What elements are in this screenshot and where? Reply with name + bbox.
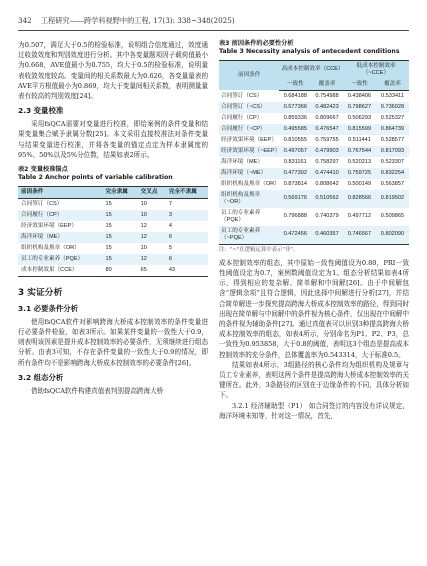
table-cell-value: 0.500149	[347, 180, 372, 187]
table-cell-value: 80	[102, 265, 137, 277]
table-cell-label: 海洋环境（ME）	[18, 232, 102, 243]
table-row	[219, 90, 409, 102]
table-2-caption	[18, 166, 208, 183]
table-cell-label: 合同履行（CP）	[221, 114, 263, 121]
table-cell-value: 0.810555	[283, 136, 307, 143]
table-cell-value: 0.533411	[381, 92, 404, 99]
paragraph-results: 结果如表4所示，3组路径的核心条件均为组织机构及规章与员工专业素养，表明这两个条件是提高跨海大桥成本控制效率的关键所在。此外，3条路径的区别在于边缘条件的不同，具体分析如下。	[219, 360, 409, 400]
table-cell-value: 15	[105, 222, 112, 229]
table-cell-label: 合同履行（CP）	[18, 210, 102, 221]
table-cell-value: 7	[168, 200, 172, 207]
table-cell-value: 0.525327	[380, 114, 405, 121]
table-cell-label: 合同履行（~CP）	[219, 124, 279, 135]
paragraph-configuration-start: 借助fsQCA软件构建真值表判别提高跨海大桥	[31, 386, 164, 395]
table-cell-label: 合同签订（CS）	[221, 92, 263, 99]
table-cell-value: 0.528577	[380, 136, 405, 143]
table-cell-value: 0.819502	[376, 190, 409, 208]
table-cell-value: 0.802090	[376, 226, 409, 245]
table-cell-label: 经济效果环境（EEP）	[21, 222, 77, 229]
t3-subheader: 一致性	[343, 79, 376, 91]
table-cell-value: 0.736028	[376, 102, 409, 113]
table-3-caption-en: Table 3 Necessity analysis of antecedent conditions	[219, 48, 400, 56]
table-cell-value: 0.476547	[311, 124, 343, 135]
table-3-caption-cn: 表3 前因条件的必要性分析	[219, 40, 294, 47]
table-cell-value: 0.497057	[279, 146, 311, 157]
t3-header-low: 低成本控制效率（~CCE）	[343, 60, 409, 79]
table-row	[219, 179, 409, 190]
table-cell-value: 0.798627	[343, 102, 376, 113]
t2-header: 完全隶属	[102, 186, 137, 198]
t3-header-high: 高成本控制效率（CCE）	[279, 60, 343, 79]
table-cell-value: 0.828566	[343, 190, 376, 208]
table-cell-value: 0.864739	[376, 124, 409, 135]
section-heading-3-2: 3.2 组态分析	[18, 372, 64, 382]
table-cell-label: 组织机构及规章（OR）	[221, 180, 280, 187]
table-cell-value: 0.477302	[279, 168, 311, 179]
table-cell-value: 0.497712	[347, 213, 372, 220]
table-cell-value: 15	[102, 210, 137, 221]
table-cell-value: 3	[166, 210, 208, 221]
left-column	[18, 40, 208, 396]
table-cell-value: 0.808642	[315, 180, 339, 187]
table-cell-value: 0.754988	[315, 92, 339, 99]
table-cell-value: 10	[138, 210, 166, 221]
t3-header-condition: 前因条件	[219, 60, 279, 90]
table-cell-label: 合同签订（~CS）	[219, 102, 279, 113]
table-cell-value: 65	[138, 265, 166, 277]
table-cell-value: 0.815599	[343, 124, 376, 135]
table-cell-value: 0.511441	[347, 136, 371, 143]
table-cell-value: 0.577366	[279, 102, 311, 113]
table-cell-value: 0.817093	[376, 146, 409, 157]
table-2-anchor-points	[18, 186, 208, 277]
table-cell-value: 4	[168, 222, 172, 229]
table-cell-value: 12	[140, 222, 147, 229]
table-cell-value: 0.460357	[311, 226, 343, 245]
table-cell-value: 0.809667	[315, 114, 339, 121]
table-cell-value: 0.509865	[380, 213, 405, 220]
table-cell-value: 12	[138, 232, 166, 243]
t3-subheader: 覆盖率	[376, 79, 409, 91]
table-cell-value: 0.759725	[343, 168, 376, 179]
section-heading-3-1: 3.1 必要条件分析	[18, 303, 79, 313]
table-2-caption-en: Table 2 Anchor points of variable calibration	[18, 174, 173, 182]
table-cell-value: 0.859336	[283, 114, 307, 121]
table-cell-value: 0.563857	[380, 180, 405, 187]
table-cell-value: 0.506293	[347, 114, 372, 121]
table-cell-value: 0.510562	[311, 190, 343, 208]
table-cell-value: 0.474410	[311, 168, 343, 179]
table-cell-value: 0.796888	[283, 213, 307, 220]
t2-header: 交叉点	[138, 186, 166, 198]
table-row	[18, 265, 208, 277]
table-cell-value: 0.482423	[311, 102, 343, 113]
table-cell-label: 组织机构及规章（~OR）	[219, 190, 279, 208]
table-cell-value: 0.831161	[283, 158, 307, 165]
paragraph-p1: 3.2.1 经济辅助型（P1） 如合同签订的内容没有详议规定，海洋环境未知等，针对这一情况，首先，	[219, 401, 409, 420]
journal-citation: 工程研究——跨学科视野中的工程, 17(3): 338~348(2025)	[40, 16, 235, 25]
table-row	[18, 221, 208, 232]
table-row	[18, 254, 208, 265]
paragraph-calibration: 采用fsQCA需要对变量进行校准，即给案例的条件变量和结果变量集合赋予隶属分数[25]。本文采用直接校准法对条件变量与结果变量进行校准，并将各变量的锚定点定为样本隶属度的95%、50%以及5%分位数，结果如表2所示。	[18, 120, 208, 159]
table-cell-label: 员工的专业素养（PQE）	[18, 254, 102, 265]
running-header	[18, 16, 409, 26]
table-cell-value: 12	[138, 254, 166, 265]
table-row	[219, 146, 409, 157]
table-cell-label: 合同签订（CS）	[21, 200, 63, 207]
right-column	[219, 40, 409, 421]
table-cell-value: 0.746567	[343, 226, 376, 245]
paragraph-necessity: 使用fsQCA软件对影响跨海大桥成本控制效率的条件变量进行必要条件检验，如表3所示。如果某件变量的一致性大于0.9，则表明该因素是提升成本控制效率的必要条件，无须继续进行组态分析。由表3可知，不存在条件变量的一致性大于0.9的情况，即所有条件均不是影响跨海大桥成本控制效率的必要条件[26]。	[18, 317, 208, 367]
table-cell-value: 15	[105, 200, 112, 207]
table-cell-label: 海洋环境（ME）	[221, 158, 263, 165]
table-cell-label: 组织机构及规章（OR）	[21, 244, 80, 251]
t3-subheader: 覆盖率	[311, 79, 343, 91]
table-row	[219, 113, 409, 124]
table-cell-value: 0.740379	[315, 213, 339, 220]
table-row	[219, 124, 409, 135]
table-row	[219, 102, 409, 113]
table-row	[219, 226, 409, 245]
table-cell-value: 6	[166, 254, 208, 265]
table-cell-label: 经济效果环境（EEP）	[221, 136, 277, 143]
table-row	[219, 168, 409, 179]
paragraph-configuration: 成本控制效率的组态，其中原始一致性阈值设为0.80，PRI一致性阈值设定为0.7，案例数阈值设定为1。组态分析结果如表4所示，得到相应的复杂解、简单解和中间解[26]。由于中间解包含“逻辑余项”且符合逻辑，因此选择中间解进行分析[27]，并结合简单解进一步探究提高跨海大桥成本控制效率的路径，得到同时出现在简单解与中间解中的条件视为核心条件，仅出现在中间解中的条件视为辅助条件[27]。通过真值表可以识别3种提高跨海大桥成本控制效率的组态，如表4所示，分别命名为P1、P2、P3，总一致性为0.953858，大于0.8的阈值，表明这3个组态是提高成本控制效率的充分条件，总体覆盖率为0.543314，大于标准0.5。	[219, 258, 409, 359]
t3-subheader: 一致性	[279, 79, 311, 91]
header-rule	[18, 30, 409, 31]
table-cell-value: 0.684188	[283, 92, 307, 99]
table-cell-value: 15	[105, 244, 112, 251]
table-row	[18, 210, 208, 221]
table-cell-value: 10	[140, 244, 147, 251]
table-3-body	[219, 90, 409, 244]
table-cell-value: 15	[102, 254, 137, 265]
table-cell-value: 5	[168, 244, 172, 251]
table-row	[18, 243, 208, 254]
table-cell-value: 0.520213	[347, 158, 372, 165]
t2-header: 完全不隶属	[166, 186, 208, 198]
table-cell-label: 经济效果环境（~EEP）	[219, 146, 279, 157]
table-2-body	[18, 198, 208, 276]
table-3-necessity	[219, 60, 409, 245]
table-cell-value: 0.472456	[279, 226, 311, 245]
table-cell-value: 0.523307	[380, 158, 405, 165]
table-cell-value: 0.873814	[283, 180, 307, 187]
table-row	[219, 208, 409, 226]
table-cell-value: 0.759755	[315, 136, 339, 143]
table-cell-value: 43	[166, 265, 208, 277]
table-row	[219, 190, 409, 208]
table-row	[219, 135, 409, 146]
table-3-note: 注："~"在逻辑运算中表示"非"。	[219, 246, 299, 253]
paragraph-validity: 为0.507，满足大于0.5的检验标准，说明组合信度通过，效度通过收敛效度和判别效度进行分析。其中各变量题项因子载荷值最小为0.668，AVE值最小为0.755，均大于0.5的检验标准，说明量表收敛效度较高。变量间的相关系数最大为0.626，各变量量表的AVE平方根值最小为0.869，均大于变量间相关系数，表明测量量表有较高的判别效度[24]。	[18, 41, 208, 101]
table-3-caption	[219, 40, 409, 57]
table-cell-value: 0.758297	[315, 158, 339, 165]
table-cell-label: 海洋环境（~ME）	[219, 168, 279, 179]
section-heading-2-3: 2.3 变量校准	[18, 106, 64, 116]
table-cell-label: 员工的专业素养（~PQE）	[219, 226, 279, 245]
page-number: 342	[18, 16, 32, 25]
table-cell-value: 0.767544	[343, 146, 376, 157]
table-row	[18, 232, 208, 243]
table-row	[18, 198, 208, 210]
table-cell-value: 15	[102, 232, 137, 243]
table-2-caption-cn: 表2 变量校准锚点	[18, 166, 68, 174]
table-cell-value: 0.495585	[279, 124, 311, 135]
section-heading-3: 3 实证分析	[18, 287, 63, 298]
table-cell-value: 10	[140, 200, 147, 207]
table-cell-value: 0.569176	[279, 190, 311, 208]
table-cell-value: 6	[166, 232, 208, 243]
table-cell-value: 0.832254	[376, 168, 409, 179]
table-cell-label: 员工的专业素养（PQE）	[221, 209, 261, 223]
t2-header: 前因条件	[18, 186, 102, 198]
table-cell-value: 0.479903	[311, 146, 343, 157]
table-cell-label: 成本控制效果（CCE）	[18, 265, 102, 277]
table-row	[219, 157, 409, 168]
table-cell-value: 0.438406	[347, 92, 372, 99]
